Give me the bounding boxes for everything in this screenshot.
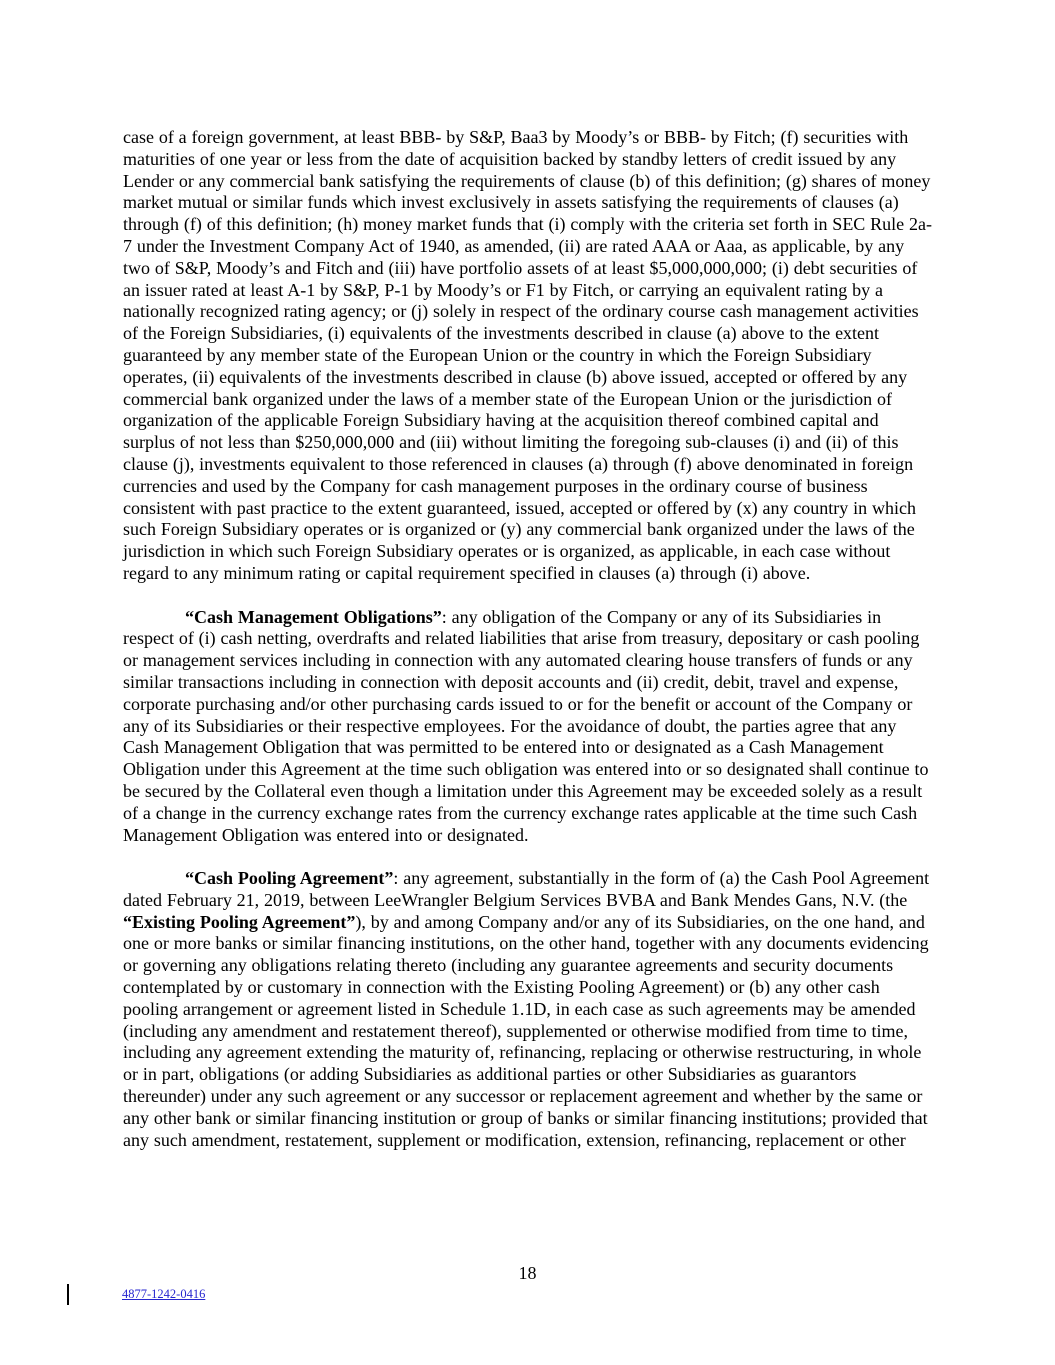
- paragraph-cash-management-obligations-definition: [123, 607, 935, 847]
- doc-id-link[interactable]: 4877-1242-0416: [122, 1287, 206, 1301]
- text-run: ), by and among Company and/or any of its Subsidiaries, on the one hand, and one or more banks or similar financing institutions, on the other hand, together with any documents evidencing or governing any obligations relating thereto (including any guarantee agreements and security documents contemplated by or customary in connection with the Existing Pooling Agreement) or (b) any other cash pooling arrangement or agreement listed in Schedule 1.1D, in each case as such agreements may be amended (including any amendment and restatement thereof), supplemented or otherwise modified from time to time, including any agreement extending the maturity of, refinancing, replacing or otherwise restructuring, in whole or in part, obligations (or adding Subsidiaries as additional parties or other Subsidiaries as guarantors thereunder) under any such agreement or any successor or replacement agreement and whether by the same or any other bank or similar financing institution or group of banks or similar financing institutions; provided that any such amendment, restatement, supplement or modification, extension, refinancing, replacement or other: [123, 911, 929, 1150]
- change-bar: [67, 1284, 69, 1305]
- text-run: : any obligation of the Company or any of its Subsidiaries in respect of (i) cash netting, overdrafts and related liabilities that arise from treasury, depositary or cash pooling or management services including in connection with any automated clearing house transfers of funds or any similar transactions including in connection with deposit accounts and (ii) credit, debit, travel and expense, corporate purchasing and/or other purchasing cards issued to or for the benefit or account of the Company or any of its Subsidiaries or their respective employees. For the avoidance of doubt, the parties agree that any Cash Management Obligation that was permitted to be entered into or designated as a Cash Management Obligation under this Agreement at the time such obligation was entered into or so designated shall continue to be secured by the Collateral even though a limitation under this Agreement may be exceeded solely as a result of a change in the currency exchange rates from the currency exchange rates applicable at the time such Cash Management Obligation was entered into or designated.: [123, 606, 929, 845]
- text-run: case of a foreign government, at least BBB- by S&P, Baa3 by Moody’s or BBB- by Fitch; (f) securities with maturities of one year or less from the date of acquisition backed by standby letters of credit issued by any Lender or any commercial bank satisfying the requirements of clause (b) of this definition; (g) shares of money market mutual or similar funds which invest exclusively in assets satisfying the requirements of clauses (a) through (f) of this definition; (h) money market funds that (i) comply with the criteria set forth in SEC Rule 2a-7 under the Investment Company Act of 1940, as amended, (ii) are rated AAA or Aaa, as applicable, by any two of S&P, Moody’s and Fitch and (iii) have portfolio assets of at least $5,000,000,000; (i) debt securities of an issuer rated at least A-1 by S&P, P-1 by Moody’s or F1 by Fitch, or carrying an equivalent rating by a nationally recognized rating agency; or (j) solely in respect of the ordinary course cash management activities of the Foreign Subsidiaries, (i) equivalents of the investments described in clause (a) above to the extent guaranteed by any member state of the European Union or the country in which the Foreign Subsidiary operates, (ii) equivalents of the investments described in clause (b) above issued, accepted or offered by any commercial bank organized under the laws of a member state of the European Union or the jurisdiction of organization of the applicable Foreign Subsidiary having at the acquisition thereof combined capital and surplus of not less than $250,000,000 and (iii) without limiting the foregoing sub-clauses (i) and (ii) of this clause (j), investments equivalent to those referenced in clauses (a) through (f) above denominated in foreign currencies and used by the Company for cash management purposes in the ordinary course of business consistent with past practice to the extent guaranteed, issued, accepted or offered by (x) any country in which such Foreign Subsidiary operates or is organized or (y) any commercial bank organized under the laws of the jurisdiction in which such Foreign Subsidiary operates or is organized, as applicable, in each case without regard to any minimum rating or capital requirement specified in clauses (a) through (i) above.: [123, 127, 933, 583]
- document-body: [123, 127, 935, 1151]
- paragraph-cash-equivalents-continuation: [123, 127, 935, 585]
- defined-term: “Cash Pooling Agreement”: [185, 868, 394, 889]
- defined-term: “Cash Management Obligations”: [185, 606, 442, 627]
- defined-term: “Existing Pooling Agreement”: [123, 911, 356, 932]
- paragraph-cash-pooling-agreement-definition: [123, 868, 935, 1151]
- text-run: : any agreement, substantially in the form of (a) the Cash Pool Agreement dated February 21, 2019, between LeeWrangler Belgium Services BVBA and Bank Mendes Gans, N.V. (the: [123, 868, 930, 910]
- page-number: 18: [518, 1263, 537, 1283]
